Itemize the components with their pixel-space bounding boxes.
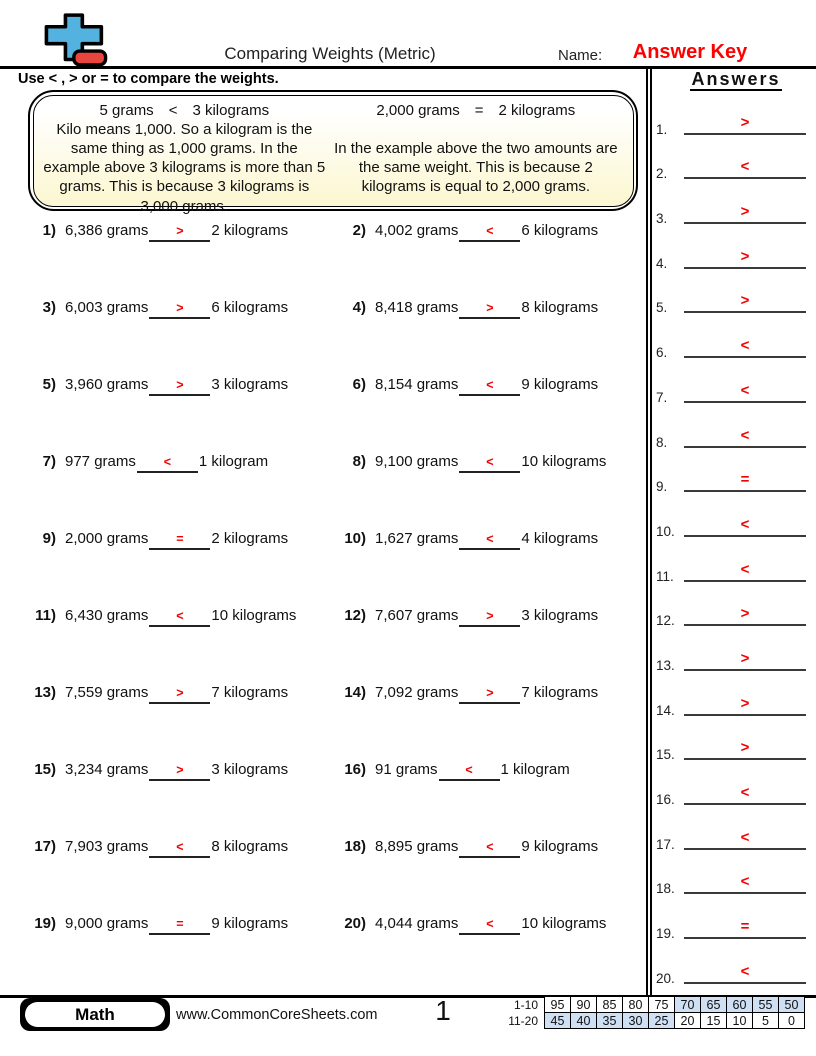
- problem-right-value: 6 kilograms: [211, 299, 289, 316]
- example-box-inner: [33, 95, 634, 215]
- example-right-comparison: [327, 101, 624, 120]
- answer-number: 17.: [656, 836, 675, 852]
- comparison-symbol: >: [486, 301, 494, 315]
- problem-right-value: 4 kilograms: [521, 530, 599, 547]
- answer-blank-line: [684, 783, 806, 805]
- example-box: [28, 90, 638, 215]
- answer-number: 11.: [656, 568, 674, 584]
- answer-item: [654, 590, 814, 635]
- answer-blank-line: [684, 113, 806, 135]
- answer-item: [654, 143, 814, 188]
- comparison-symbol: =: [176, 532, 184, 546]
- answer-blank: [149, 531, 210, 550]
- problem-left-value: 977 grams: [65, 453, 136, 470]
- answer-item: [654, 366, 814, 411]
- answer-symbol: >: [740, 292, 750, 310]
- comparison-symbol: >: [176, 763, 184, 777]
- problem-row: [26, 607, 296, 631]
- answer-blank-line: [684, 560, 806, 582]
- problem-number: 17): [34, 838, 56, 855]
- subject-badge-label: Math: [25, 1002, 165, 1027]
- problem-number: 1): [42, 222, 56, 239]
- answer-blank: [149, 685, 210, 704]
- comparison-symbol: >: [176, 301, 184, 315]
- problem-right-value: 1 kilogram: [198, 453, 269, 470]
- answer-item: [654, 545, 814, 590]
- problem-number: 13): [34, 684, 56, 701]
- problem-number: 12): [344, 607, 366, 624]
- answer-number: 19.: [656, 926, 675, 942]
- problem-row: [336, 376, 598, 400]
- problem-right-value: 8 kilograms: [211, 838, 289, 855]
- problem-left-value: 6,003 grams: [65, 299, 149, 316]
- answer-blank-line: [684, 381, 806, 403]
- example-right-value1: 2,000 grams: [376, 101, 460, 119]
- answer-blank: [459, 608, 520, 627]
- problem-row: [26, 299, 288, 323]
- comparison-symbol: <: [163, 455, 172, 469]
- answer-blank: [459, 916, 520, 935]
- answer-blank-line: [684, 828, 806, 850]
- problem-row: [26, 915, 288, 939]
- problem-row: [336, 530, 598, 554]
- answer-blank: [149, 377, 210, 396]
- answer-symbol: >: [740, 739, 750, 757]
- score-cell: 10: [726, 1012, 753, 1029]
- answer-number: 12.: [656, 613, 675, 629]
- answer-item: [654, 813, 814, 858]
- answer-blank-line: [684, 738, 806, 760]
- answer-blank: [149, 839, 210, 858]
- problem-left-value: 9,100 grams: [375, 453, 459, 470]
- answer-symbol: <: [740, 426, 750, 444]
- problem-right-value: 3 kilograms: [211, 376, 289, 393]
- score-cell: 25: [648, 1012, 675, 1029]
- answer-item: [654, 187, 814, 232]
- problem-row: [336, 222, 598, 246]
- problem-number: 14): [344, 684, 366, 701]
- example-left-comparison: [42, 101, 328, 120]
- answer-blank-line: [684, 426, 806, 448]
- answer-symbol: <: [740, 962, 750, 980]
- answer-item: [654, 321, 814, 366]
- answer-symbol: >: [740, 694, 750, 712]
- score-grid: [544, 996, 805, 1029]
- answer-number: 15.: [656, 747, 675, 763]
- answer-blank-line: [684, 247, 806, 269]
- answer-key-label: Answer Key: [632, 41, 748, 63]
- answer-blank-line: [684, 515, 806, 537]
- answer-symbol: >: [740, 605, 750, 623]
- problem-left-value: 8,418 grams: [375, 299, 459, 316]
- answer-symbol: <: [740, 560, 750, 578]
- example-left-value2: 3 kilograms: [192, 101, 270, 119]
- example-left-value1: 5 grams: [99, 101, 154, 119]
- problem-left-value: 2,000 grams: [65, 530, 149, 547]
- score-row: [544, 996, 805, 1013]
- problem-number: 18): [344, 838, 366, 855]
- comparison-symbol: =: [176, 917, 184, 931]
- score-cell: 90: [570, 996, 597, 1013]
- answer-symbol: =: [740, 471, 750, 489]
- comparison-symbol: >: [176, 378, 184, 392]
- answers-list: [654, 98, 814, 992]
- answer-blank: [149, 916, 210, 935]
- problem-number: 2): [352, 222, 366, 239]
- comparison-symbol: <: [486, 917, 494, 931]
- example-right-value2: 2 kilograms: [498, 101, 576, 119]
- answer-blank: [149, 762, 210, 781]
- problem-left-value: 7,559 grams: [65, 684, 149, 701]
- problem-right-value: 3 kilograms: [211, 761, 289, 778]
- problem-left-value: 6,386 grams: [65, 222, 149, 239]
- answer-blank: [459, 531, 520, 550]
- answer-symbol: <: [740, 337, 750, 355]
- score-row-label-2: 11-20: [508, 1014, 538, 1028]
- score-cell: 70: [674, 996, 701, 1013]
- problem-right-value: 2 kilograms: [211, 530, 289, 547]
- answer-blank-line: [684, 336, 806, 358]
- comparison-symbol: <: [176, 840, 184, 854]
- comparison-symbol: <: [486, 840, 494, 854]
- answer-blank: [459, 839, 520, 858]
- answer-blank: [459, 223, 520, 242]
- answer-symbol: <: [740, 515, 750, 533]
- answer-symbol: <: [740, 158, 750, 176]
- page-number: 1: [435, 995, 451, 1026]
- answer-item: [654, 724, 814, 769]
- problem-row: [336, 838, 598, 862]
- problem-row: [26, 530, 288, 554]
- problem-number: 3): [42, 299, 56, 316]
- answer-blank: [439, 762, 500, 781]
- problem-number: 7): [42, 453, 56, 470]
- answer-symbol: <: [740, 873, 750, 891]
- score-cell: 65: [700, 996, 727, 1013]
- problem-left-value: 8,154 grams: [375, 376, 459, 393]
- problem-number: 16): [344, 761, 366, 778]
- score-cell: 75: [648, 996, 675, 1013]
- example-right: [327, 101, 624, 204]
- answer-item: [654, 634, 814, 679]
- problem-row: [26, 838, 288, 862]
- answer-symbol: >: [740, 113, 750, 131]
- answer-number: 14.: [656, 702, 675, 718]
- problem-row: [336, 607, 598, 631]
- problem-left-value: 3,960 grams: [65, 376, 149, 393]
- answers-title: Answers: [691, 69, 781, 89]
- comparison-symbol: <: [486, 224, 494, 238]
- score-cell: 20: [674, 1012, 701, 1029]
- score-cell: 40: [570, 1012, 597, 1029]
- problem-left-value: 9,000 grams: [65, 915, 149, 932]
- problem-row: [336, 299, 598, 323]
- problem-left-value: 7,903 grams: [65, 838, 149, 855]
- answer-blank-line: [684, 917, 806, 939]
- answer-blank: [459, 454, 520, 473]
- problem-number: 10): [344, 530, 366, 547]
- problem-row: [26, 376, 288, 400]
- answer-number: 5.: [656, 300, 668, 316]
- problem-number: 8): [352, 453, 366, 470]
- answer-item: [654, 858, 814, 903]
- problem-right-value: 8 kilograms: [521, 299, 599, 316]
- problem-row: [336, 684, 598, 708]
- problem-number: 5): [42, 376, 56, 393]
- answer-blank: [459, 377, 520, 396]
- answer-blank: [149, 223, 210, 242]
- answer-number: 1.: [656, 121, 668, 137]
- problem-row: [336, 915, 606, 939]
- problem-row: [336, 453, 606, 477]
- problem-left-value: 6,430 grams: [65, 607, 149, 624]
- answer-symbol: >: [740, 649, 750, 667]
- answer-item: [654, 98, 814, 143]
- instruction-text: Use < , > or = to compare the weights.: [18, 71, 279, 87]
- problem-left-value: 1,627 grams: [375, 530, 459, 547]
- sidebar-divider: [646, 69, 652, 996]
- comparison-symbol: <: [465, 763, 473, 777]
- subject-badge: [20, 998, 170, 1031]
- example-left: [42, 101, 328, 215]
- commoncoresheets-plus-minus-logo: [44, 13, 108, 69]
- problem-right-value: 6 kilograms: [521, 222, 599, 239]
- comparison-symbol: >: [176, 224, 184, 238]
- answer-item: [654, 947, 814, 992]
- score-cell: 15: [700, 1012, 727, 1029]
- answer-blank: [459, 300, 520, 319]
- answer-number: 7.: [656, 389, 668, 405]
- problem-number: 11): [35, 607, 56, 624]
- answer-blank-line: [684, 649, 806, 671]
- comparison-symbol: <: [176, 609, 184, 623]
- answer-number: 6.: [656, 345, 668, 361]
- score-cell: 5: [752, 1012, 779, 1029]
- score-cell: 60: [726, 996, 753, 1013]
- answer-number: 4.: [656, 255, 668, 271]
- answer-item: [654, 902, 814, 947]
- problem-row: [336, 761, 570, 785]
- problem-left-value: 8,895 grams: [375, 838, 459, 855]
- answer-symbol: <: [740, 828, 750, 846]
- problem-right-value: 9 kilograms: [521, 838, 599, 855]
- comparison-symbol: >: [176, 686, 184, 700]
- answer-blank-line: [684, 872, 806, 894]
- answer-blank-line: [684, 962, 806, 984]
- comparison-symbol: <: [486, 378, 494, 392]
- problem-right-value: 3 kilograms: [521, 607, 599, 624]
- answer-symbol: >: [740, 203, 750, 221]
- answer-item: [654, 277, 814, 322]
- answer-blank-line: [684, 291, 806, 313]
- answer-symbol: <: [740, 784, 750, 801]
- answer-blank-line: [684, 604, 806, 626]
- problem-number: 19): [34, 915, 56, 932]
- score-cell: 35: [596, 1012, 623, 1029]
- problem-right-value: 9 kilograms: [211, 915, 289, 932]
- answer-item: [654, 411, 814, 456]
- problem-left-value: 91 grams: [375, 761, 438, 778]
- answer-symbol: >: [740, 247, 750, 265]
- answer-number: 16.: [656, 792, 675, 807]
- problem-left-value: 3,234 grams: [65, 761, 149, 778]
- answer-blank: [149, 300, 210, 319]
- problem-right-value: 7 kilograms: [521, 684, 599, 701]
- website-link[interactable]: www.CommonCoreSheets.com: [176, 1007, 378, 1023]
- comparison-symbol: <: [486, 455, 494, 469]
- answer-blank: [137, 454, 198, 473]
- answer-symbol: =: [740, 918, 750, 936]
- problem-row: [26, 761, 288, 785]
- score-row-label-1: 1-10: [513, 998, 538, 1012]
- answer-item: [654, 500, 814, 545]
- answer-number: 3.: [656, 211, 668, 227]
- answer-item: [654, 456, 814, 501]
- score-cell: 30: [622, 1012, 649, 1029]
- problem-row: [26, 684, 288, 708]
- problem-number: 4): [352, 299, 366, 316]
- example-right-explanation: In the example above the two amounts are the same weight. This is because 2 kilograms is equal to 2,000 grams.: [334, 139, 618, 196]
- answer-blank: [149, 608, 210, 627]
- answer-number: 10.: [656, 523, 675, 539]
- worksheet-title: Comparing Weights (Metric): [224, 44, 436, 63]
- score-cell: 55: [752, 996, 779, 1013]
- score-cell: 45: [544, 1012, 571, 1029]
- comparison-symbol: <: [486, 532, 494, 546]
- answer-number: 9.: [656, 479, 668, 495]
- answer-item: [654, 768, 814, 813]
- answer-item: [654, 232, 814, 277]
- answer-number: 18.: [656, 881, 675, 897]
- score-cell: 80: [622, 996, 649, 1013]
- answer-blank-line: [684, 694, 806, 716]
- problem-row: [26, 453, 268, 477]
- example-left-operator: <: [168, 101, 178, 119]
- answer-number: 20.: [656, 970, 675, 986]
- answer-blank-line: [684, 157, 806, 179]
- answer-blank-line: [684, 470, 806, 492]
- problem-right-value: 9 kilograms: [521, 376, 599, 393]
- problem-number: 9): [42, 530, 56, 547]
- problem-left-value: 7,607 grams: [375, 607, 459, 624]
- comparison-symbol: >: [486, 609, 494, 623]
- minus-icon: [74, 51, 106, 65]
- answer-blank-line: [684, 202, 806, 224]
- score-cell: 50: [778, 996, 805, 1013]
- example-right-operator: =: [474, 101, 484, 119]
- problem-left-value: 4,002 grams: [375, 222, 459, 239]
- problem-right-value: 1 kilogram: [500, 761, 570, 778]
- score-cell: 0: [778, 1012, 805, 1029]
- problem-right-value: 10 kilograms: [211, 607, 297, 624]
- answer-number: 8.: [656, 434, 668, 450]
- answer-item: [654, 679, 814, 724]
- problem-right-value: 2 kilograms: [211, 222, 289, 239]
- problem-right-value: 10 kilograms: [521, 915, 607, 932]
- answer-number: 13.: [656, 657, 675, 673]
- problem-left-value: 4,044 grams: [375, 915, 459, 932]
- comparison-symbol: >: [486, 686, 494, 700]
- problem-number: 15): [34, 761, 56, 778]
- score-cell: 85: [596, 996, 623, 1013]
- problem-left-value: 7,092 grams: [375, 684, 459, 701]
- answer-number: 2.: [656, 166, 668, 182]
- problem-row: [26, 222, 288, 246]
- problem-number: 20): [344, 915, 366, 932]
- score-row: [544, 1012, 805, 1029]
- name-label: Name:: [558, 47, 603, 64]
- score-cell: 95: [544, 996, 571, 1013]
- example-left-explanation: Kilo means 1,000. So a kilogram is the same thing as 1,000 grams. In the example above 3 kilograms is more than 5 grams. This is because 3 kilograms is 3,000 grams.: [43, 120, 326, 215]
- answer-blank: [459, 685, 520, 704]
- problem-right-value: 10 kilograms: [521, 453, 607, 470]
- answer-symbol: <: [740, 381, 750, 399]
- problem-right-value: 7 kilograms: [211, 684, 289, 701]
- problem-number: 6): [352, 376, 366, 393]
